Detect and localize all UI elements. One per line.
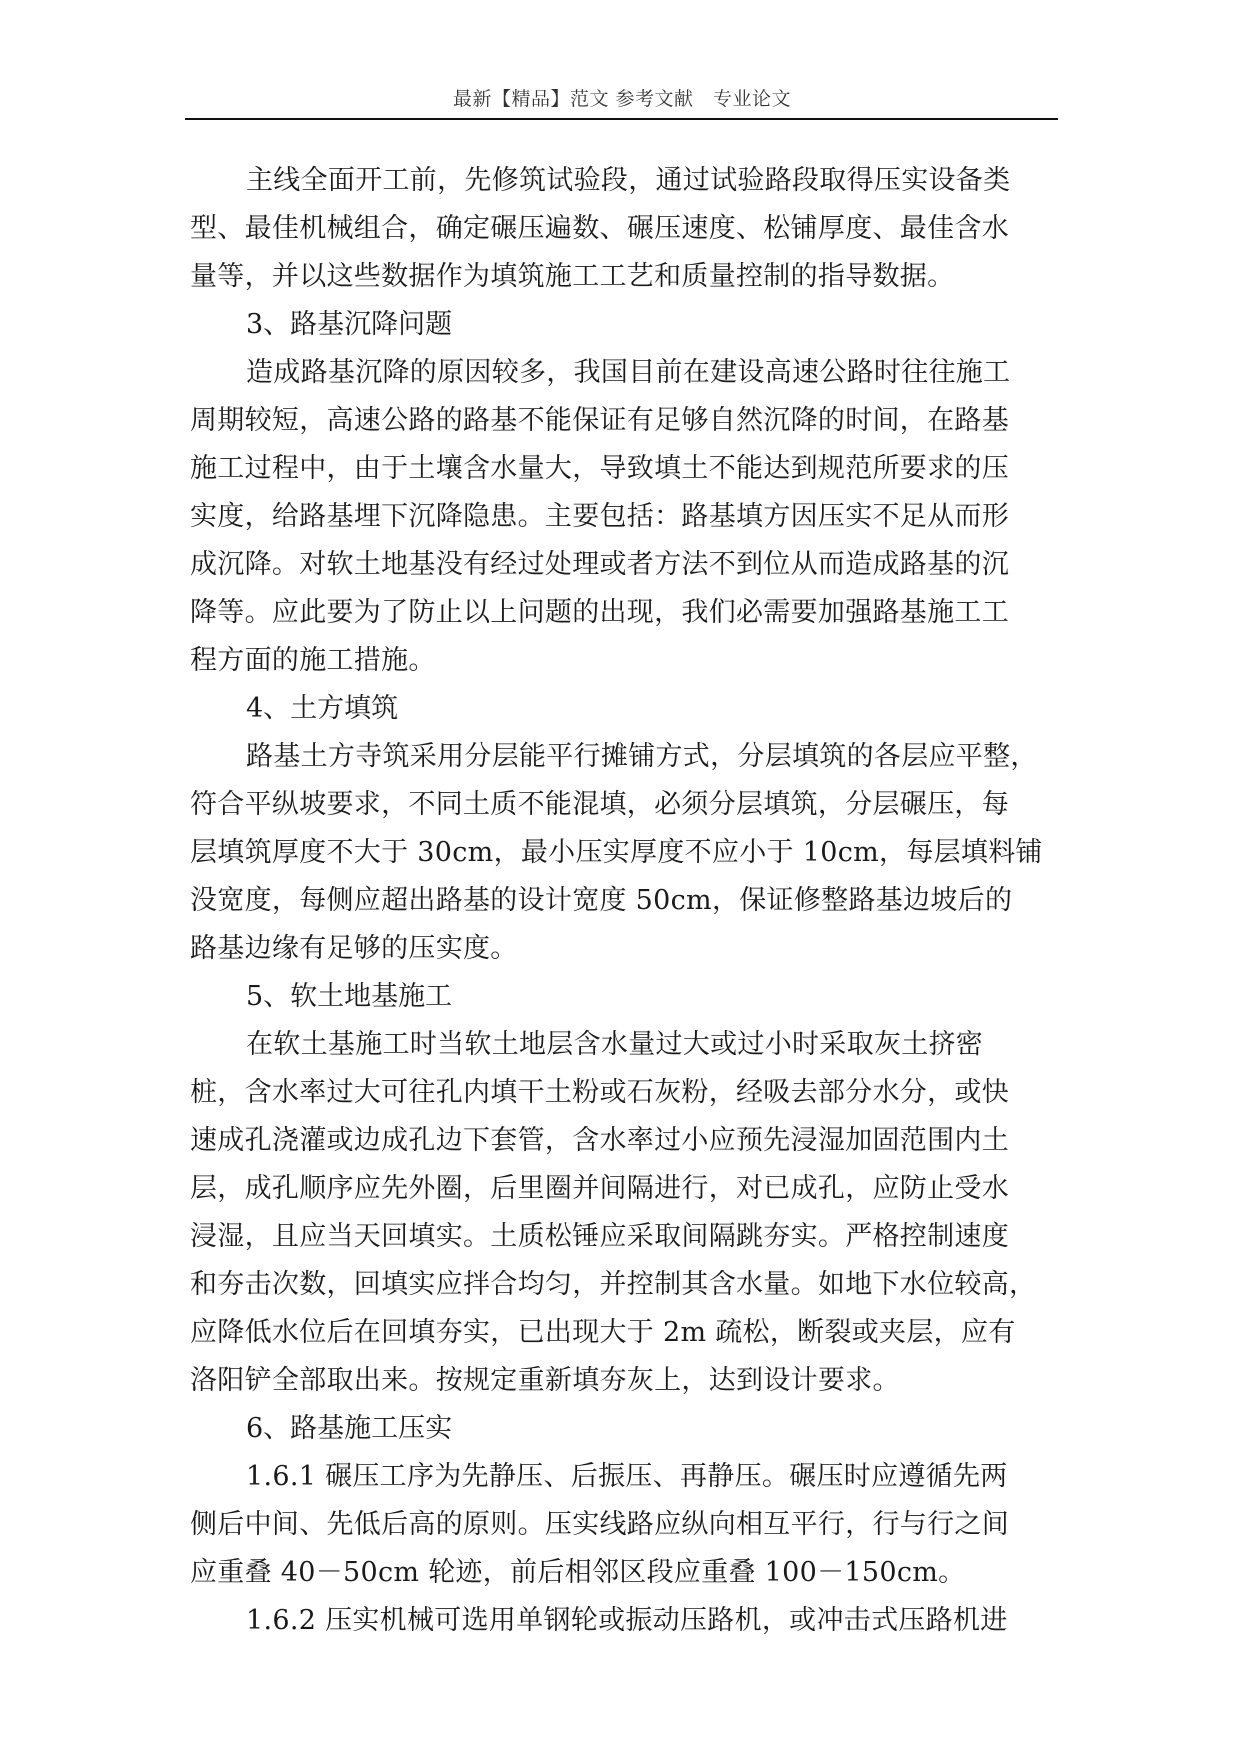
text-line: 和夯击次数，回填实应拌合均匀，并控制其含水量。如地下水位较高，: [190, 1269, 1037, 1300]
paragraph: [190, 1453, 1060, 1597]
text-line: 主线全面开工前，先修筑试验段，通过试验路段取得压实设备类: [246, 165, 1011, 196]
text-line: 桩，含水率过大可往孔内填干土粉或石灰粉，经吸去部分水分，或快: [190, 1077, 1009, 1108]
text-line: 4、土方填筑: [246, 693, 399, 724]
text-line: 侧后中间、先低后高的原则。压实线路应纵向相互平行，行与行之间: [190, 1509, 1009, 1540]
paragraph: [190, 157, 1060, 301]
text-line: 程方面的施工措施。: [190, 645, 436, 676]
text-line: 周期较短，高速公路的路基不能保证有足够自然沉降的时间，在路基: [190, 405, 1009, 436]
paragraph: [190, 349, 1060, 685]
text-line: 速成孔浇灌或边成孔边下套管，含水率过小应预先浸湿加固范围内土: [190, 1125, 1009, 1156]
text-line: 型、最佳机械组合，确定碾压遍数、碾压速度、松铺厚度、最佳含水: [190, 213, 1009, 244]
text-line: 量等，并以这些数据作为填筑施工工艺和质量控制的指导数据。: [190, 261, 955, 292]
paragraph: [190, 1021, 1060, 1405]
text-line: 路基边缘有足够的压实度。: [190, 933, 518, 964]
text-line: 造成路基沉降的原因较多，我国目前在建设高速公路时往往施工: [246, 357, 1011, 388]
text-line: 应降低水位后在回填夯实，已出现大于 2m 疏松，断裂或夹层，应有: [190, 1317, 1016, 1348]
text-line: 洛阳铲全部取出来。按规定重新填夯灰上，达到设计要求。: [190, 1365, 900, 1396]
text-line: 没宽度，每侧应超出路基的设计宽度 50cm，保证修整路基边坡后的: [190, 885, 1013, 916]
text-line: 路基土方寺筑采用分层能平行摊铺方式，分层填筑的各层应平整，: [246, 741, 1038, 772]
text-line: 浸湿，且应当天回填实。土质松锤应采取间隔跳夯实。严格控制速度: [190, 1221, 1009, 1252]
text-line: 5、软土地基施工: [246, 981, 453, 1012]
text-line: 成沉降。对软土地基没有经过处理或者方法不到位从而造成路基的沉: [190, 549, 1009, 580]
text-line: 3、路基沉降问题: [246, 309, 453, 340]
document-body: [190, 157, 1060, 1645]
text-line: 符合平纵坡要求，不同土质不能混填，必须分层填筑，分层碾压，每: [190, 789, 1009, 820]
text-line: 施工过程中，由于土壤含水量大，导致填土不能达到规范所要求的压: [190, 453, 1009, 484]
section-heading: [190, 301, 1060, 349]
text-line: 降等。应此要为了防止以上问题的出现，我们必需要加强路基施工工: [190, 597, 1009, 628]
text-line: 6、路基施工压实: [246, 1413, 453, 1444]
page-header: 最新【精品】范文 参考文献 专业论文: [452, 88, 792, 110]
section-heading: [190, 1405, 1060, 1453]
text-line: 在软土基施工时当软土地层含水量过大或过小时采取灰土挤密: [246, 1029, 984, 1060]
text-line: 层，成孔顺序应先外圈，后里圈并间隔进行，对已成孔，应防止受水: [190, 1173, 1009, 1204]
text-line: 应重叠 40－50cm 轮迹，前后相邻区段应重叠 100－150cm。: [190, 1557, 966, 1588]
section-heading: [190, 973, 1060, 1021]
text-line: 实度，给路基埋下沉降隐患。主要包括：路基填方因压实不足从而形: [190, 501, 1009, 532]
paragraph: [190, 733, 1060, 973]
paragraph: [190, 1597, 1060, 1645]
text-line: 1.6.2 压实机械可选用单钢轮或振动压路机，或冲击式压路机进: [246, 1605, 1008, 1636]
text-line: 1.6.1 碾压工序为先静压、后振压、再静压。碾压时应遵循先两: [246, 1461, 1008, 1492]
section-heading: [190, 685, 1060, 733]
header-divider: [185, 118, 1058, 120]
text-line: 层填筑厚度不大于 30cm，最小压实厚度不应小于 10cm，每层填料铺: [190, 837, 1043, 868]
